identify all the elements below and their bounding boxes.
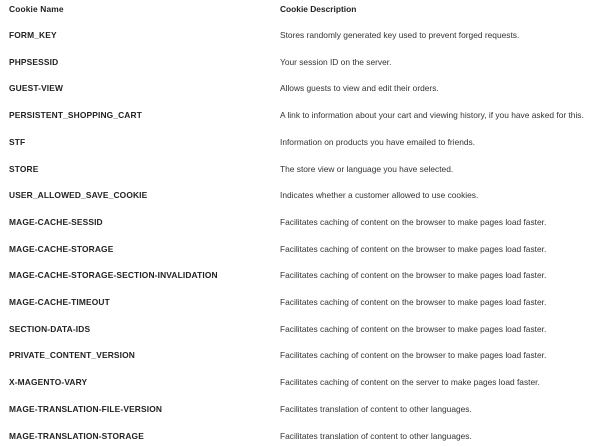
table-row [0,106,602,126]
table-header-row [0,0,602,20]
cookie-description-cell: Facilitates caching of content on the browser to make pages load faster. [280,270,547,281]
cookie-name-cell: MAGE-TRANSLATION-STORAGE [9,430,144,441]
table-row [0,266,602,286]
table-row [0,133,602,153]
cookie-description-cell: Facilitates caching of content on the browser to make pages load faster. [280,350,547,361]
cookie-name-cell: MAGE-CACHE-SESSID [9,216,103,227]
cookie-name-cell: FORM_KEY [9,30,57,40]
table-row [0,346,602,366]
table-row [0,400,602,420]
cookie-description-cell: Facilitates caching of content on the browser to make pages load faster. [280,323,547,334]
column-header-cookie-name: Cookie Name [9,4,64,14]
table-row [0,26,602,46]
table-row [0,79,602,99]
cookie-name-cell: STF [9,136,26,147]
cookie-name-cell: SECTION-DATA-IDS [9,323,91,334]
table-row [0,160,602,180]
cookie-description-cell: Indicates whether a customer allowed to use cookies. [280,190,479,201]
cookie-description-cell: A link to information about your cart and viewing history, if you have asked for this. [280,110,584,121]
table-row [0,320,602,340]
table-row [0,53,602,73]
cookie-description-cell: Facilitates caching of content on the browser to make pages load faster. [280,243,547,254]
column-header-cookie-description: Cookie Description [280,4,357,14]
cookie-description-cell: Facilitates translation of content to other languages. [280,403,472,414]
table-row [0,427,602,447]
cookie-name-cell: MAGE-CACHE-TIMEOUT [9,297,110,307]
cookie-description-cell: Stores randomly generated key used to prevent forged requests. [280,30,520,40]
cookie-description-cell: Facilitates caching of content on the server to make pages load faster. [280,377,540,388]
cookie-name-cell: MAGE-CACHE-STORAGE-SECTION-INVALIDATION [9,270,218,281]
cookie-description-cell: Facilitates caching of content on the browser to make pages load faster. [280,297,547,307]
cookie-name-cell: STORE [9,163,39,174]
cookie-description-cell: Facilitates translation of content to other languages. [280,430,472,441]
cookie-name-cell: USER_ALLOWED_SAVE_COOKIE [9,190,148,201]
table-row [0,213,602,233]
cookie-name-cell: PERSISTENT_SHOPPING_CART [9,110,142,121]
cookie-description-cell: Your session ID on the server. [280,56,392,67]
cookie-name-cell: PRIVATE_CONTENT_VERSION [9,350,135,361]
cookie-name-cell: MAGE-CACHE-STORAGE [9,243,114,254]
cookie-name-cell: PHPSESSID [9,56,59,67]
cookie-description-cell: Allows guests to view and edit their orders. [280,83,439,94]
table-row [0,293,602,313]
cookie-description-cell: The store view or language you have selected. [280,163,454,174]
table-row [0,373,602,393]
cookie-name-cell: GUEST-VIEW [9,83,64,94]
table-row [0,240,602,260]
cookie-description-cell: Information on products you have emailed to friends. [280,136,476,147]
cookie-name-cell: X-MAGENTO-VARY [9,377,88,388]
cookie-description-cell: Facilitates caching of content on the browser to make pages load faster. [280,216,547,227]
cookie-name-cell: MAGE-TRANSLATION-FILE-VERSION [9,403,163,414]
table-row [0,186,602,206]
